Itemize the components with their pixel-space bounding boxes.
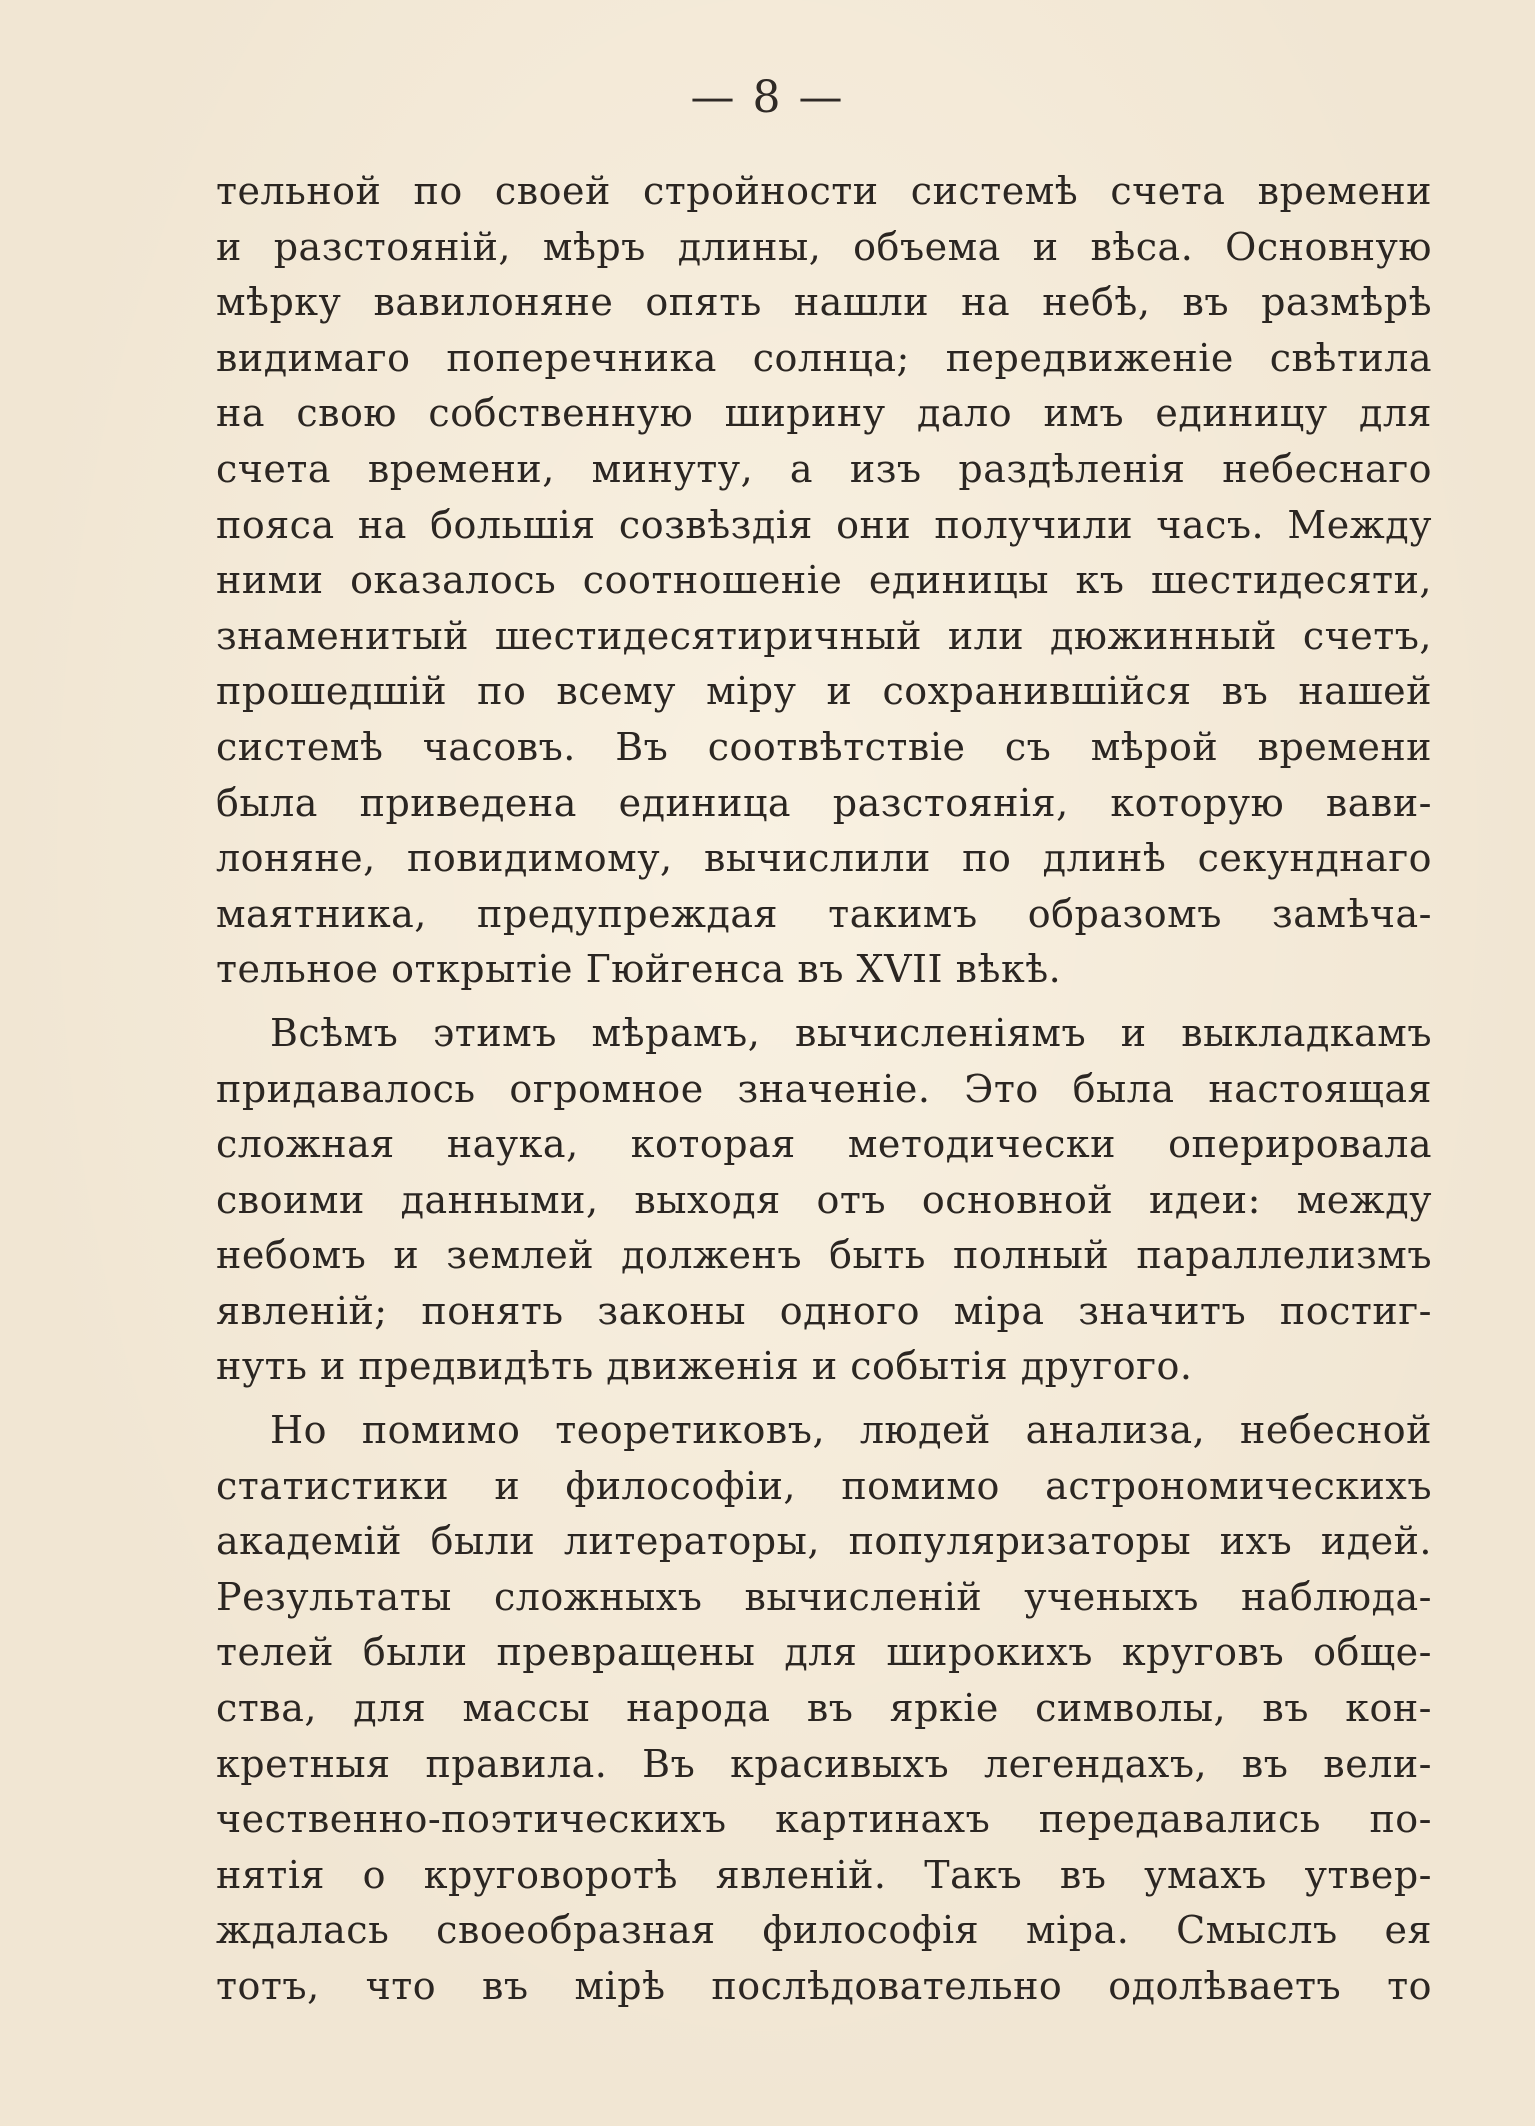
text-line: Но помимо теоретиковъ, людей анализа, небесной — [270, 1408, 1432, 1453]
text-line: небомъ и землей долженъ быть полный параллелизмъ — [216, 1233, 1432, 1278]
text-line: тельное открытіе Гюйгенса въ XVII вѣкѣ. — [216, 947, 1062, 992]
text-line: кретныя правила. Въ красивыхъ легендахъ, въ вели- — [216, 1741, 1432, 1786]
text-line: на свою собственную ширину дало имъ единицу для — [216, 391, 1432, 436]
text-line: статистики и философіи, помимо астрономическихъ — [216, 1463, 1432, 1508]
page-number: — 8 — — [690, 72, 845, 123]
text-line: была приведена единица разстоянія, которую вави- — [216, 780, 1432, 825]
text-line: своими данными, выходя отъ основной идеи: между — [216, 1177, 1432, 1222]
text-line: академій были литераторы, популяризаторы ихъ идей. — [216, 1519, 1432, 1564]
text-line: чественно-поэтическихъ картинахъ передавались по- — [216, 1797, 1432, 1842]
text-line: нятія о круговоротѣ явленій. Такъ въ умахъ утвер- — [216, 1852, 1432, 1897]
text-line: нуть и предвидѣть движенія и событія другого. — [216, 1344, 1193, 1389]
text-line: ждалась своеобразная философія міра. Смыслъ ея — [216, 1908, 1432, 1953]
text-line: явленій; понять законы одного міра значитъ постиг- — [216, 1288, 1432, 1333]
text-line: тотъ, что въ мірѣ послѣдовательно одолѣваетъ то — [216, 1964, 1432, 2008]
text-line: сложная наука, которая методически оперировала — [216, 1122, 1432, 1167]
text-line: счета времени, минуту, а изъ раздѣленія небеснаго — [216, 446, 1432, 491]
text-line: лоняне, повидимому, вычислили по длинѣ секунднаго — [216, 836, 1432, 881]
paragraph-gap — [216, 998, 1432, 1006]
text-line: телей были превращены для широкихъ круговъ обще- — [216, 1630, 1432, 1675]
text-line: Результаты сложныхъ вычисленій ученыхъ наблюда- — [216, 1574, 1432, 1619]
text-line: ства, для массы народа въ яркіе символы, въ кон- — [216, 1686, 1432, 1731]
text-line: знаменитый шестидесятиричный или дюжинный счетъ, — [216, 613, 1432, 658]
text-line: ними оказалось соотношеніе единицы къ шестидесяти, — [216, 558, 1432, 603]
paragraph-gap — [216, 1395, 1432, 1403]
text-line: видимаго поперечника солнца; передвиженіе свѣтила — [216, 335, 1432, 380]
text-line: и разстояній, мѣръ длины, объема и вѣса. Основную — [216, 224, 1432, 269]
text-line: тельной по своей стройности системѣ счета времени — [216, 169, 1432, 213]
text-line: маятника, предупреждая такимъ образомъ замѣча- — [216, 891, 1432, 936]
text-line: прошедшій по всему міру и сохранившійся въ нашей — [216, 669, 1432, 714]
text-line: Всѣмъ этимъ мѣрамъ, вычисленіямъ и выкладкамъ — [270, 1010, 1432, 1055]
text-line: придавалось огромное значеніе. Это была настоящая — [216, 1066, 1432, 1111]
text-line: пояса на большія созвѣздія они получили часъ. Между — [216, 502, 1432, 547]
text-line: системѣ часовъ. Въ соотвѣтствіе съ мѣрой времени — [216, 724, 1432, 769]
body-text — [216, 164, 1432, 2015]
text-line: мѣрку вавилоняне опять нашли на небѣ, въ размѣрѣ — [216, 280, 1432, 325]
